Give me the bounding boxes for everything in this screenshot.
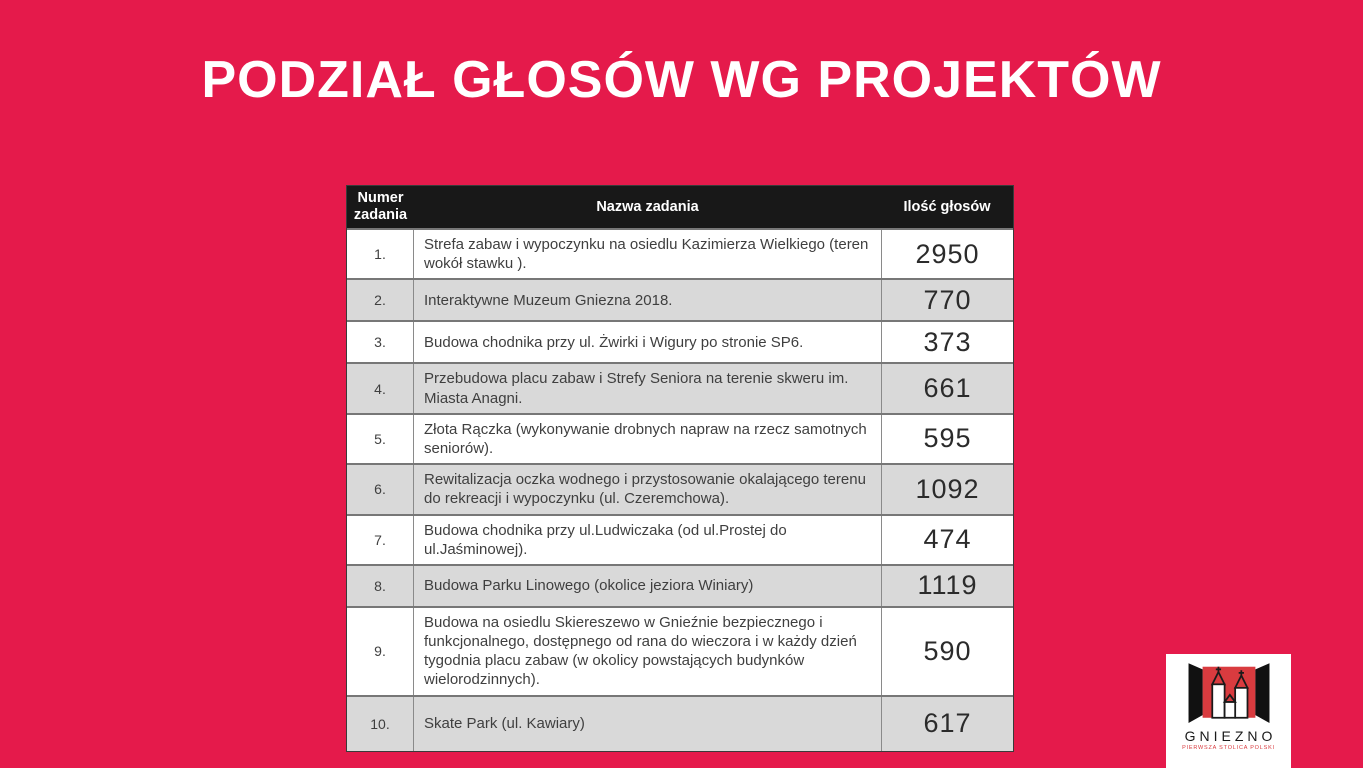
cell-vote-count: 1119 (881, 566, 1013, 606)
cell-task-number: 9. (347, 608, 414, 695)
table-header-row (347, 186, 1013, 228)
page-title: PODZIAŁ GŁOSÓW WG PROJEKTÓW (201, 51, 1162, 109)
cell-task-number: 2. (347, 280, 414, 320)
gniezno-logo (1166, 654, 1291, 768)
cell-task-name: Skate Park (ul. Kawiary) (424, 715, 585, 733)
table-row (347, 362, 1013, 412)
column-header-task-number: Numer zadania (353, 190, 408, 223)
cell-task-name: Przebudowa placu zabaw i Strefy Seniora na terenie skweru im. Miasta Anagni. (424, 370, 849, 407)
cell-task-number: 3. (347, 322, 414, 362)
table-row (347, 320, 1013, 362)
cell-task-name: Budowa na osiedlu Skiereszewo w Gnieźnie bezpiecznego i funkcjonalnego, dostępnego od rana do wieczora i w każdy dzień tygodnia placu zabaw (w okolicy powstających budynków wielorodzinnych). (424, 613, 857, 689)
votes-table (346, 185, 1014, 752)
cell-task-name: Budowa chodnika przy ul.Ludwiczaka (od ul.Prostej do ul.Jaśminowej). (424, 521, 787, 558)
table-row (347, 606, 1013, 695)
table-row (347, 228, 1013, 278)
cell-task-number: 10. (347, 697, 414, 751)
table-body (347, 228, 1013, 751)
table-row (347, 463, 1013, 513)
cell-task-number: 7. (347, 516, 414, 564)
cell-vote-count: 661 (881, 364, 1013, 412)
cell-task-name: Złota Rączka (wykonywanie drobnych napraw na rzecz samotnych seniorów). (424, 420, 867, 457)
cell-task-number: 4. (347, 364, 414, 412)
cell-task-name: Budowa chodnika przy ul. Żwirki i Wigury po stronie SP6. (424, 333, 804, 351)
cell-vote-count: 590 (881, 608, 1013, 695)
column-header-vote-count: Ilość głosów (903, 198, 991, 215)
table-row (347, 278, 1013, 320)
column-header-task-name: Nazwa zadania (596, 198, 699, 215)
cell-vote-count: 770 (881, 280, 1013, 320)
logo-wordmark: GNIEZNO (1184, 728, 1277, 744)
cell-task-name: Strefa zabaw i wypoczynku na osiedlu Kazimierza Wielkiego (teren wokół stawku ). (424, 236, 869, 273)
table-row (347, 695, 1013, 751)
cell-task-number: 1. (347, 230, 414, 278)
cell-task-name: Rewitalizacja oczka wodnego i przystosowanie okalającego terenu do rekreacji i wypoczynku (ul. Czeremchowa). (424, 471, 866, 508)
cell-task-name: Budowa Parku Linowego (okolice jeziora Winiary) (424, 577, 754, 595)
logo-tagline: PIERWSZA STOLICA POLSKI (1182, 745, 1275, 751)
cell-task-number: 6. (347, 465, 414, 513)
cell-vote-count: 1092 (881, 465, 1013, 513)
cell-task-number: 5. (347, 415, 414, 463)
cell-vote-count: 617 (881, 697, 1013, 751)
cell-task-name: Interaktywne Muzeum Gniezna 2018. (424, 291, 673, 309)
gniezno-cathedral-icon (1185, 661, 1273, 727)
cell-vote-count: 373 (881, 322, 1013, 362)
cell-vote-count: 2950 (881, 230, 1013, 278)
table-row (347, 564, 1013, 606)
table-row (347, 413, 1013, 463)
cell-vote-count: 595 (881, 415, 1013, 463)
cell-vote-count: 474 (881, 516, 1013, 564)
cell-task-number: 8. (347, 566, 414, 606)
table-row (347, 514, 1013, 564)
